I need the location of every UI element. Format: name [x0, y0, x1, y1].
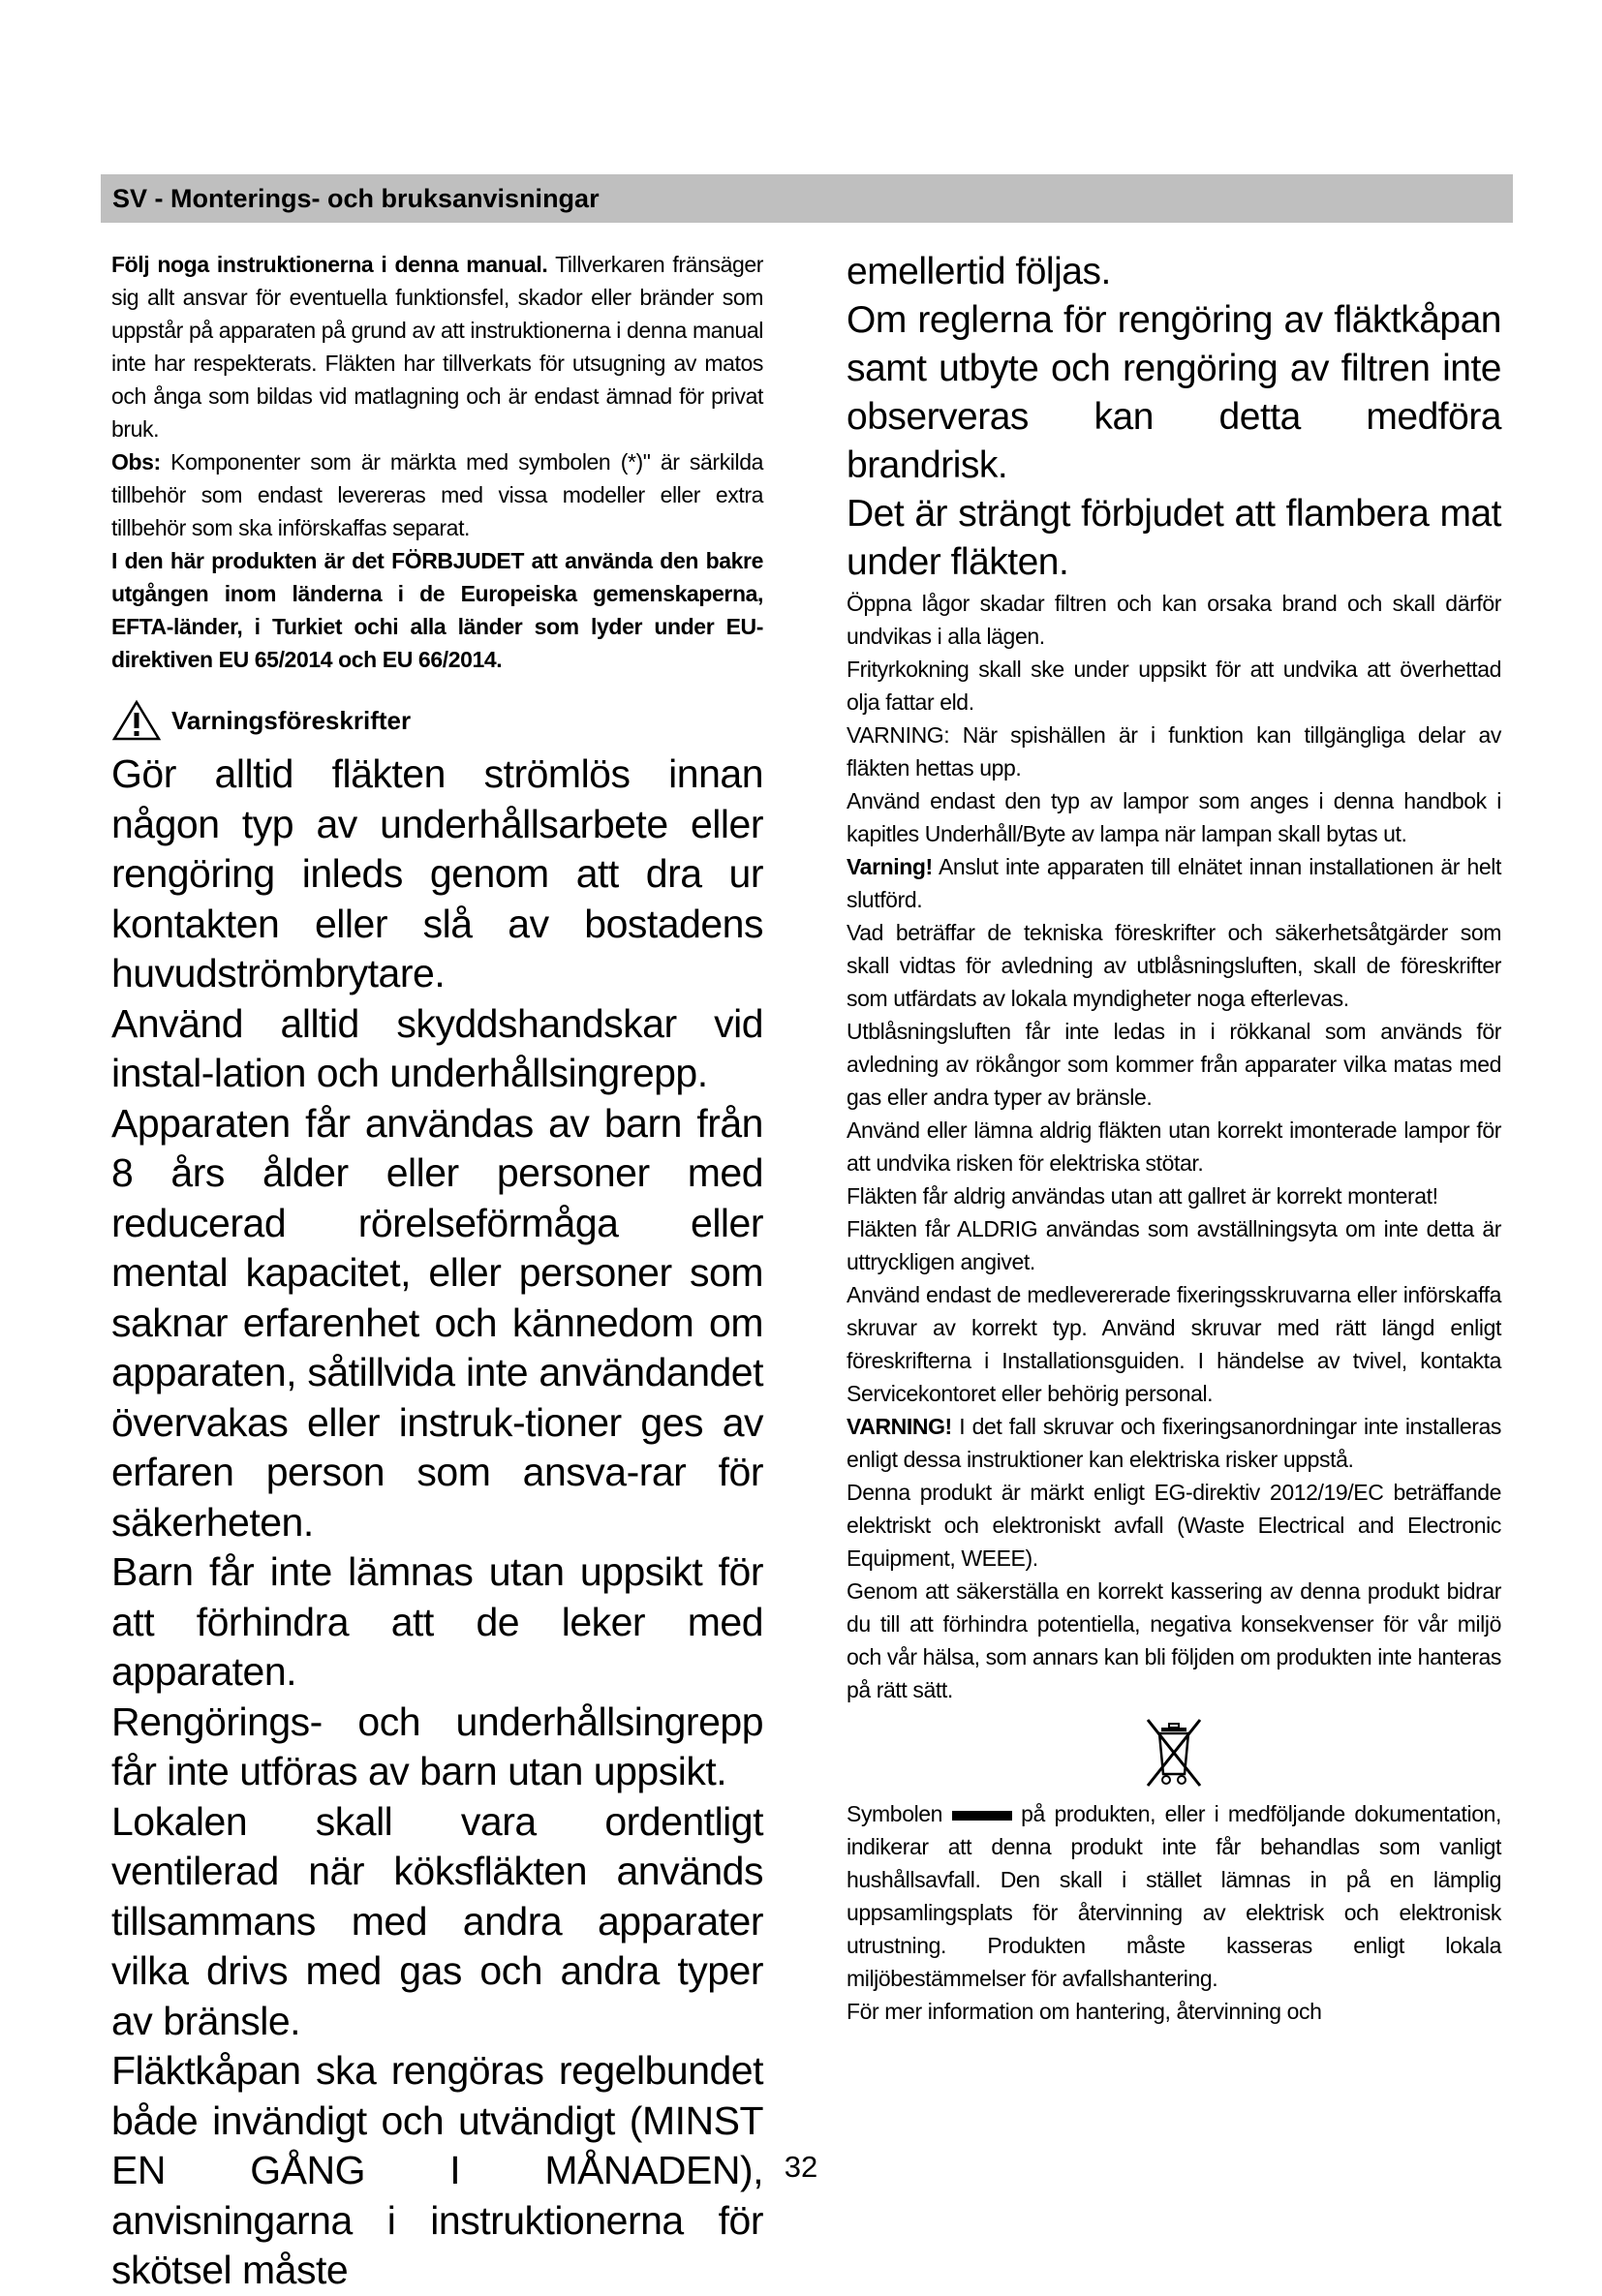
- weee-bin-icon: [847, 1716, 1501, 1795]
- warnings-heading: [111, 699, 763, 742]
- section-header: [101, 174, 1513, 223]
- paragraph: Öppna lågor skadar filtren och kan orsaka brand och skall därför undvikas i alla lägen.: [847, 591, 1501, 649]
- paragraph: För mer information om hantering, återvinning och: [847, 1999, 1322, 2024]
- paragraph: Denna produkt är märkt enligt EG-direktiv 2012/19/EC beträffande elektriskt och elektroniskt avfall (Waste Electrical and Electronic Equipment, WEEE).: [847, 1480, 1501, 1571]
- page-number: 32: [784, 2150, 818, 2184]
- forbidden-paragraph: I den här produkten är det FÖRBJUDET att använda den bakre utgången inom länderna i de Europeiska gemenskaperna, EFTA-länder, i Turkiet ochi alla länder som lyder under EU-direktiven EU 65/2014 och EU 66/2014.: [111, 548, 763, 672]
- left-column: [111, 248, 763, 2296]
- varning-label: Varning!: [847, 854, 933, 879]
- intro-bold: Följ noga instruktionerna i denna manual.: [111, 252, 548, 277]
- paragraph: Genom att säkerställa en korrekt kassering av denna produkt bidrar du till att förhindra potentiella, negativa konsekvenser för vår miljö och vår hälsa, som annars kan bli följden om produkten inte hanteras på rätt sätt.: [847, 1578, 1501, 1702]
- paragraph: Utblåsningsluften får inte ledas in i rökkanal som används för avledning av rökångor som kommer från apparater vilka matas med gas eller andra typer av bränsle.: [847, 1019, 1501, 1110]
- obs-label: Obs:: [111, 449, 161, 475]
- warning-paragraph: Det är strängt förbjudet att flambera mat under fläkten.: [847, 493, 1501, 583]
- warning-paragraph: Rengörings- och underhållsingrepp får inte utföras av barn utan uppsikt.: [111, 1699, 763, 1793]
- intro-paragraph: Följ noga instruktionerna i denna manual. Tillverkaren fränsäger sig allt ansvar för eventuella funktionsfel, skador eller bränder som uppstår på apparaten på grund av att instruktionerna i denna manual inte har respekterats. Fläkten har tillverkats för utsugning av matos och ånga som bildas vid matlagning och är endast ämnad för privat bruk.: [111, 252, 763, 442]
- paragraph: VARNING! I det fall skruvar och fixeringsanordningar inte installeras enligt dessa instruktioner kan elektriska risker uppstå.: [847, 1414, 1501, 1472]
- paragraph: Fläkten får aldrig användas utan att gallret är korrekt monterat!: [847, 1183, 1438, 1209]
- warnings-title: Varningsföreskrifter: [171, 706, 412, 735]
- paragraph: Använd eller lämna aldrig fläkten utan korrekt imonterade lampor för att undvika risken för elektriska stötar.: [847, 1117, 1501, 1176]
- obs-paragraph: Obs: Komponenter som är märkta med symbolen (*)" är särkilda tillbehör som endast levereras med vissa modeller eller extra tillbehör som ska införskaffas separat.: [111, 449, 763, 540]
- paragraph: VARNING: När spishällen är i funktion kan tillgängliga delar av fläkten hettas upp.: [847, 722, 1501, 781]
- warning-paragraph: Fläktkåpan ska rengöras regelbundet både invändigt och utvändigt (MINST EN GÅNG I MÅNADEN), anvisningarna i instruktionerna för skötsel måste: [111, 2048, 763, 2292]
- warning-paragraph: Använd alltid skyddshandskar vid instal-lation och underhållsingrepp.: [111, 1000, 763, 1095]
- warning-paragraph: Lokalen skall vara ordentligt ventilerad när köksfläkten används tillsammans med andra apparater vilka drivs med gas och andra typer av bränsle.: [111, 1798, 763, 2043]
- warning-paragraph: Apparaten får användas av barn från 8 års ålder eller personer med reducerad rörelseförmåga eller mental kapacitet, eller personer som saknar erfarenhet och kännedom om apparaten, såtillvida inte användandet övervakas eller instruk-tioner ges av erfaren person som ansva-rar för säkerheten.: [111, 1100, 763, 1545]
- black-bar-symbol-icon: [952, 1811, 1012, 1821]
- warning-paragraph: Gör alltid fläkten strömlös innan någon typ av underhållsarbete eller rengöring inleds genom att dra ur kontakten eller slå av bostadens huvudströmbrytare.: [111, 751, 763, 995]
- paragraph: Frityrkokning skall ske under uppsikt för att undvika att överhettad olja fattar eld.: [847, 657, 1501, 715]
- warning-paragraph: emellertid följas.: [847, 251, 1111, 292]
- symbol-paragraph: Symbolen på produkten, eller i medföljande dokumentation, indikerar att denna produkt inte får behandlas som vanligt hushållsavfall. Den skall i stället lämnas in på en lämplig uppsamlingsplats för återvinning av elektrisk och elektronisk utrustning. Produkten måste kasseras enligt lokala miljöbestämmelser för avfallshantering.: [847, 1801, 1501, 1991]
- paragraph: Använd endast de medlevererade fixeringsskruvarna eller införskaffa skruvar av korrekt typ. Använd skruvar med rätt längd enligt föreskrifterna i Installationsguiden. I händelse av tvivel, kontakta Servicekontoret eller behörig personal.: [847, 1282, 1501, 1406]
- warning-paragraph: Om reglerna för rengöring av fläktkåpan samt utbyte och rengöring av filtren inte observeras kan detta medföra brandrisk.: [847, 299, 1501, 486]
- paragraph: Vad beträffar de tekniska föreskrifter och säkerhetsåtgärder som skall vidtas för avledning av utblåsningsluften, skall de föreskrifter som utfärdats av lokala myndigheter noga efterlevas.: [847, 920, 1501, 1011]
- warning-paragraph: Barn får inte lämnas utan uppsikt för att förhindra att de leker med apparaten.: [111, 1549, 763, 1694]
- warning-triangle-icon: [111, 699, 162, 742]
- paragraph: Använd endast den typ av lampor som anges i denna handbok i kapitles Underhåll/Byte av lampa när lampan skall bytas ut.: [847, 788, 1501, 846]
- paragraph: Fläkten får ALDRIG användas som avställningsyta om inte detta är uttryckligen angivet.: [847, 1216, 1501, 1274]
- section-title: SV - Monterings- och bruksanvisningar: [112, 184, 600, 213]
- right-column: [847, 248, 1501, 2028]
- paragraph: Varning! Anslut inte apparaten till elnätet innan installationen är helt slutförd.: [847, 854, 1501, 912]
- varning-caps-label: VARNING!: [847, 1414, 952, 1439]
